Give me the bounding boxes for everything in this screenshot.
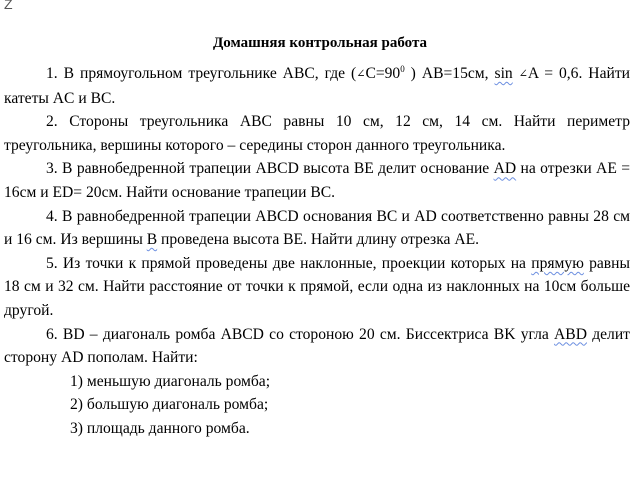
problem-5-text-a: 5. Из точки к прямой проведены две наклонные, проекции которых на	[46, 254, 532, 272]
problem-1-text-b: C=90	[365, 65, 401, 82]
corner-mark: Z	[4, 0, 13, 12]
problem-1-text-a: 1. В прямоугольном треугольнике ABC, где (	[46, 65, 357, 82]
problem-1-text-e: A = 0,6. Найти катеты AC и BC.	[4, 65, 630, 107]
problem-5-text-b: равны 18 см и 32 см. Найти расстояние от точки к прямой, если одна из наклонных на 10см больше другой.	[4, 254, 630, 319]
document-body	[4, 62, 630, 441]
angle-icon: ∠	[356, 68, 366, 80]
problem-5	[4, 252, 630, 323]
sin-word: sin	[494, 65, 513, 82]
problem-3-text-b: на отрезки AE = 16см и ED= 20см. Найти основание трапеции BC.	[4, 160, 631, 201]
problem-6-text-b: делит сторону AD пополам. Найти:	[4, 325, 630, 367]
problem-6-item: 2) большую диагональ ромба;	[70, 396, 269, 414]
problem-6	[4, 323, 630, 370]
problem-3	[4, 157, 630, 204]
problem-4-text-b: проведена высота ВЕ. Найти длину отрезка AE.	[157, 231, 480, 249]
abd-word: ABD	[554, 325, 587, 343]
ad-word: AD	[493, 160, 517, 178]
problem-2: 2. Стороны треугольника ABC равны 10 см, 12 см, 14 см. Найти периметр треугольника, вершины которого – середины сторон данного треугольника.	[4, 113, 630, 154]
problem-6-item: 1) меньшую диагональ ромба;	[70, 372, 271, 390]
problem-1	[4, 62, 630, 110]
problem-3-text-a: 3. В равнобедренной трапеции ABCD высота BE делит основание	[46, 160, 494, 178]
vertex-b-word: В	[146, 231, 158, 249]
page-title: Домашняя контрольная работа	[212, 35, 428, 51]
problem-4	[4, 205, 630, 252]
problem-4-text-a: 4. В равнобедренной трапеции ABCD основания BC и AD соответственно равны 28 см и 16 см. Из вершины	[4, 207, 630, 249]
degree-superscript: 0	[400, 63, 405, 74]
problem-6-text-a: 6. BD – диагональ ромба ABCD со стороною 20 см. Биссектриса BK угла	[46, 325, 555, 343]
problem-1-text-c: ) AB=15см,	[404, 65, 495, 82]
problem-6-item: 3) площадь данного ромба.	[70, 419, 250, 437]
pryamuyu-word: прямую	[531, 254, 584, 272]
angle-icon: ∠	[518, 68, 528, 80]
